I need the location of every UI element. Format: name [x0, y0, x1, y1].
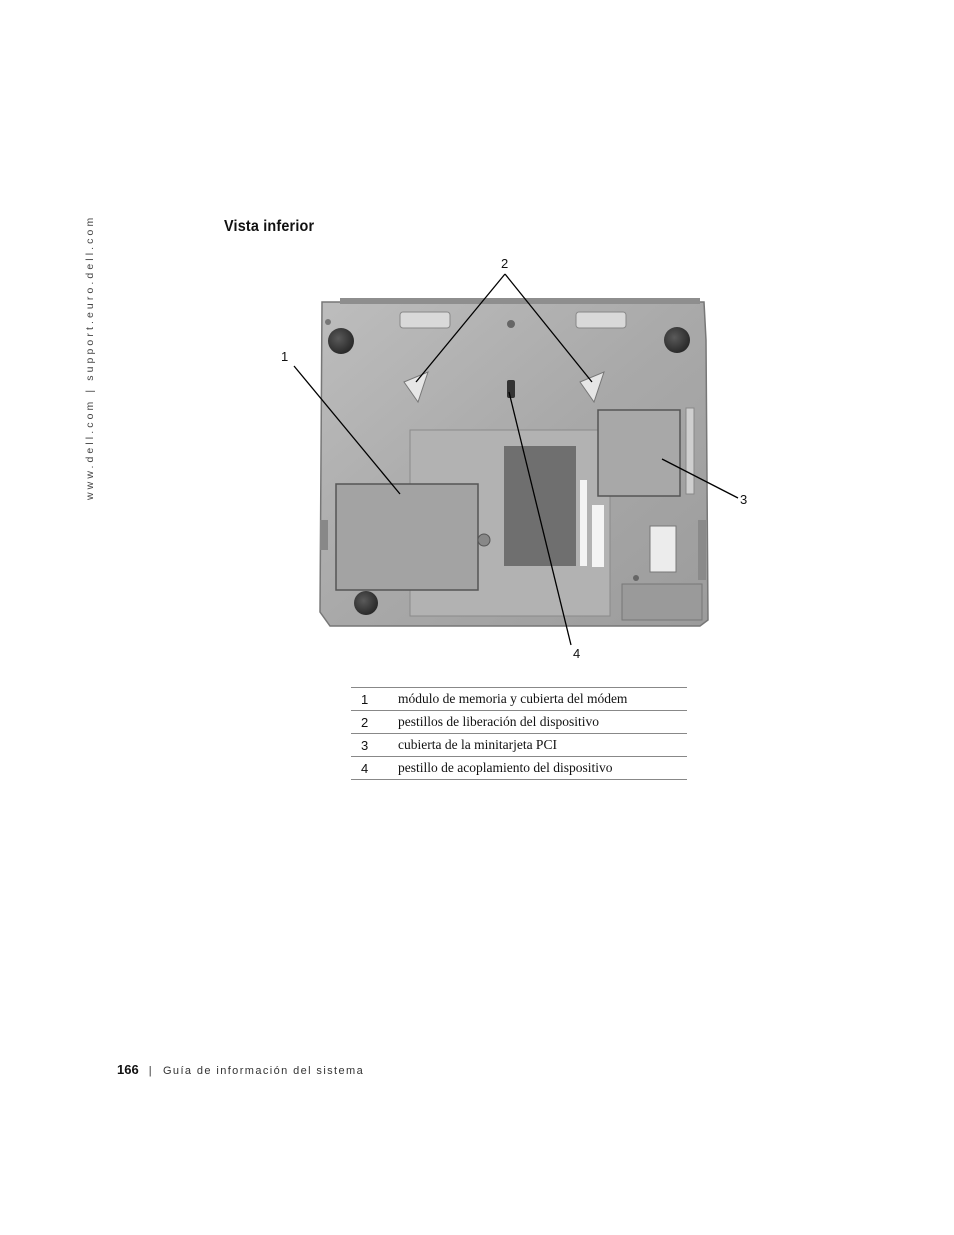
laptop-base: [320, 298, 708, 626]
legend-number: 4: [351, 757, 398, 780]
legend-description: pestillos de liberación del dispositivo: [398, 711, 687, 734]
callout-legend-table: [351, 687, 687, 780]
section-title: Vista inferior: [224, 218, 315, 235]
callout-3: 3: [740, 492, 748, 507]
callout-1: 1: [281, 349, 289, 364]
callout-4: 4: [573, 646, 581, 661]
legend-number: 3: [351, 734, 398, 757]
legend-description: módulo de memoria y cubierta del módem: [398, 688, 687, 711]
page-number: 166: [117, 1062, 139, 1077]
page-footer: [117, 1062, 364, 1077]
table-row: [351, 734, 687, 757]
legend-description: pestillo de acoplamiento del dispositivo: [398, 757, 687, 780]
table-row: [351, 711, 687, 734]
legend-number: 2: [351, 711, 398, 734]
footer-separator: |: [148, 1065, 153, 1077]
footer-title: Guía de información del sistema: [162, 1065, 365, 1077]
table-row: [351, 757, 687, 780]
callout-2: 2: [501, 256, 509, 271]
legend-description: cubierta de la minitarjeta PCI: [398, 734, 687, 757]
legend-number: 1: [351, 688, 398, 711]
side-url: www.dell.com | support.euro.dell.com: [84, 214, 96, 500]
table-row: [351, 688, 687, 711]
